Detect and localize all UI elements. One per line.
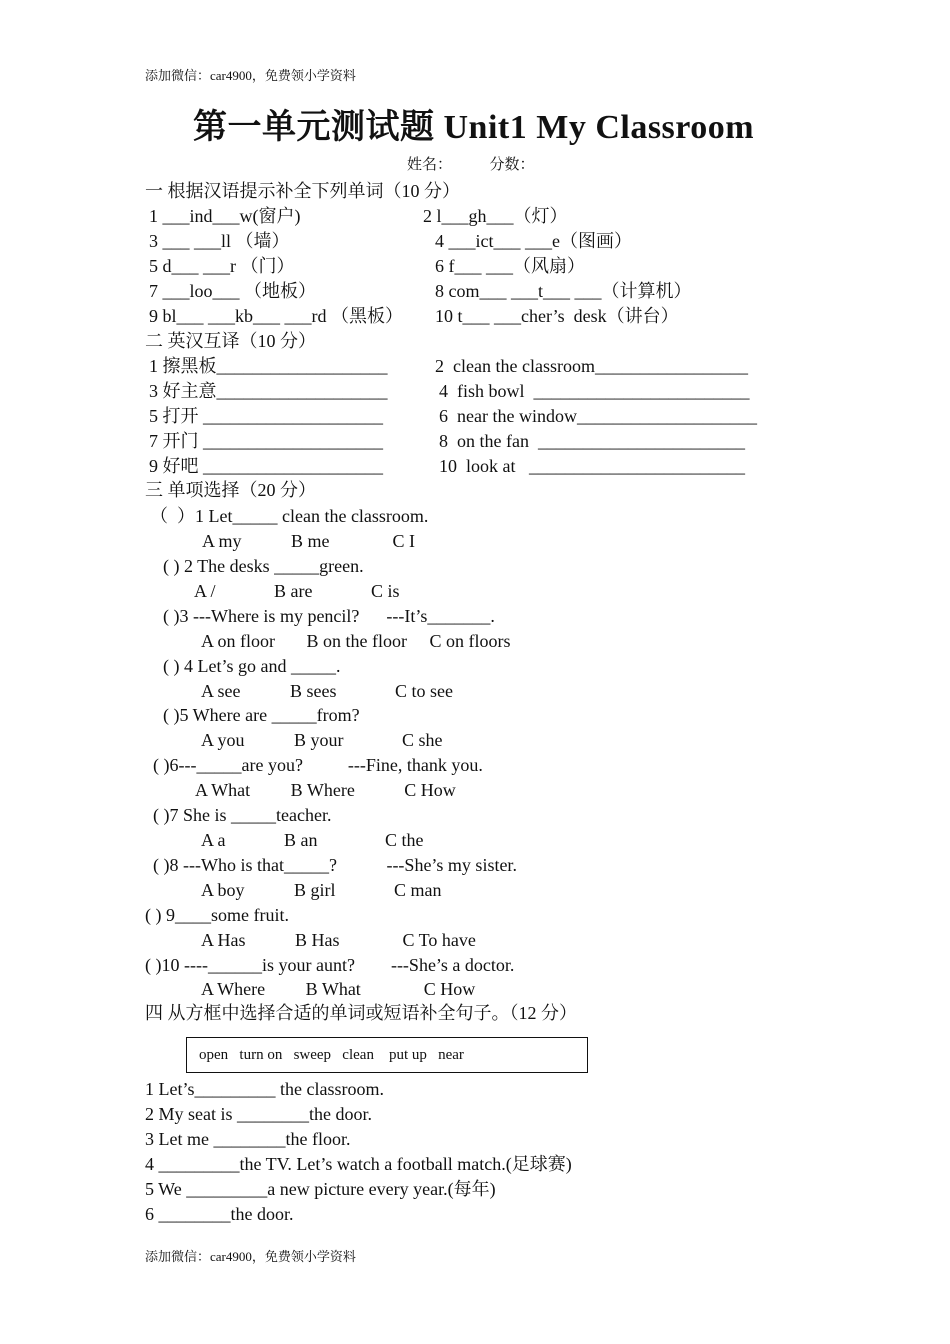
- s2-item-7: 7 开门 ____________________: [149, 431, 383, 451]
- s3-options-1: A my B me C I: [202, 531, 416, 551]
- s4-item-4: 4 _________the TV. Let’s watch a football match.(足球赛): [145, 1154, 572, 1174]
- s3-question-5: ( )5 Where are _____from?: [163, 705, 360, 725]
- s2-item-4: 4 fish bowl ________________________: [439, 381, 750, 401]
- section-3-heading: 三 单项选择（20 分）: [145, 480, 316, 500]
- header-note: 添加微信：car4900，免费领小学资料: [145, 68, 356, 83]
- s4-item-3: 3 Let me ________the floor.: [145, 1129, 351, 1149]
- s2-item-1: 1 擦黑板___________________: [149, 356, 388, 376]
- s3-options-10: A Where B What C How: [201, 979, 476, 999]
- s3-options-3: A on floor B on the floor C on floors: [201, 631, 511, 651]
- s2-item-8: 8 on the fan _______________________: [439, 431, 745, 451]
- s3-options-9: A Has B Has C To have: [201, 930, 476, 950]
- s1-item-7: 7 ___loo___ （地板）: [149, 281, 317, 301]
- s4-item-5: 5 We _________a new picture every year.(每年): [145, 1179, 496, 1199]
- s3-options-6: A What B Where C How: [195, 780, 456, 800]
- s3-options-2: A / B are C is: [194, 581, 400, 601]
- s2-item-2: 2 clean the classroom_________________: [435, 356, 748, 376]
- s3-question-7: ( )7 She is _____teacher.: [153, 805, 332, 825]
- s1-item-1: 1 ___ind___w(窗户): [149, 206, 301, 226]
- s2-item-3: 3 好主意___________________: [149, 381, 388, 401]
- s1-item-4: 4 ___ict___ ___e（图画）: [435, 231, 632, 251]
- s4-item-1: 1 Let’s_________ the classroom.: [145, 1079, 384, 1099]
- s1-item-5: 5 d___ ___r （门）: [149, 256, 295, 276]
- s1-item-10: 10 t___ ___cher’s desk（讲台）: [435, 306, 679, 326]
- word-box: [186, 1037, 588, 1073]
- s2-item-10: 10 look at ________________________: [439, 456, 745, 476]
- s3-options-5: A you B your C she: [201, 730, 443, 750]
- s1-item-3: 3 ___ ___ll （墙）: [149, 231, 290, 251]
- s3-question-2: ( ) 2 The desks _____green.: [163, 556, 364, 576]
- s1-item-8: 8 com___ ___t___ ___（计算机）: [435, 281, 692, 301]
- page-title: 第一单元测试题 Unit1 My Classroom: [193, 109, 755, 146]
- s1-item-2: 2 l___gh___（灯）: [423, 206, 568, 226]
- s3-question-6: ( )6---_____are you? ---Fine, thank you.: [153, 755, 483, 775]
- s3-options-4: A see B sees C to see: [201, 681, 453, 701]
- s2-item-5: 5 打开 ____________________: [149, 406, 383, 426]
- s2-item-6: 6 near the window____________________: [439, 406, 757, 426]
- section-4-heading: 四 从方框中选择合适的单词或短语补全句子。（12 分）: [145, 1003, 577, 1023]
- s3-question-8: ( )8 ---Who is that_____? ---She’s my sister.: [153, 855, 517, 875]
- s1-item-6: 6 f___ ___（风扇）: [435, 256, 585, 276]
- s3-question-9: ( ) 9____some fruit.: [145, 905, 289, 925]
- name-score-line: 姓名： 分数：: [407, 157, 535, 173]
- s3-options-8: A boy B girl C man: [201, 880, 442, 900]
- s2-item-9: 9 好吧 ____________________: [149, 456, 383, 476]
- s3-question-3: ( )3 ---Where is my pencil? ---It’s_______.: [163, 606, 495, 626]
- s4-item-6: 6 ________the door.: [145, 1204, 294, 1224]
- section-1-heading: 一 根据汉语提示补全下列单词（10 分）: [145, 181, 460, 201]
- s3-options-7: A a B an C the: [201, 830, 424, 850]
- word-box-text: open turn on sweep clean put up near: [199, 1047, 464, 1063]
- s4-item-2: 2 My seat is ________the door.: [145, 1104, 372, 1124]
- s1-item-9: 9 bl___ ___kb___ ___rd （黑板）: [149, 306, 403, 326]
- section-2-heading: 二 英汉互译（10 分）: [145, 331, 316, 351]
- s3-question-10: ( )10 ----______is your aunt? ---She’s a doctor.: [145, 955, 515, 975]
- footer-note: 添加微信：car4900，免费领小学资料: [145, 1249, 356, 1264]
- s3-question-1: （ ）1 Let_____ clean the classroom.: [150, 506, 429, 526]
- s3-question-4: ( ) 4 Let’s go and _____.: [163, 656, 341, 676]
